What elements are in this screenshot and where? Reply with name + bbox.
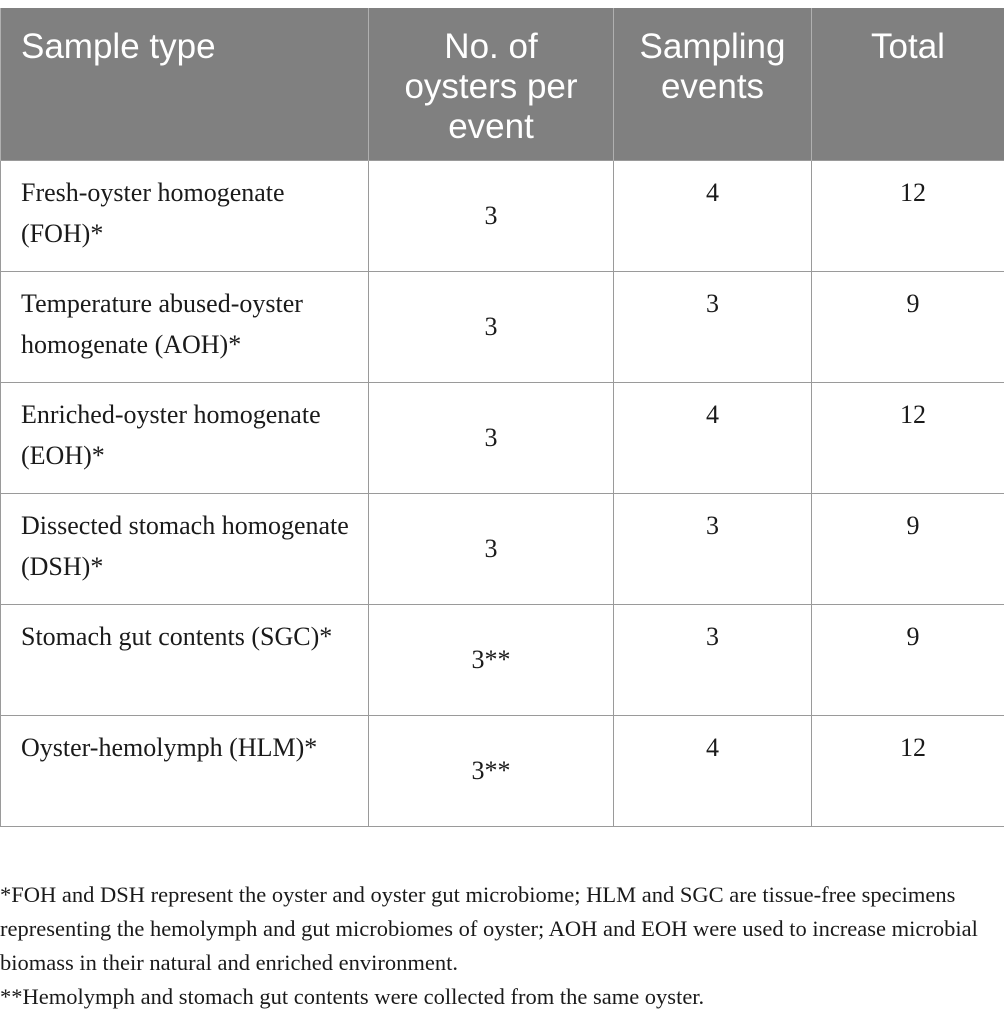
total-cell: 12 [812, 382, 1004, 493]
sampling-events-cell: 3 [614, 493, 812, 604]
header-sample-type: Sample type [1, 8, 369, 160]
table-footnotes [0, 878, 1004, 1014]
total-cell: 9 [812, 271, 1004, 382]
sample-type-cell: Stomach gut contents (SGC)* [1, 604, 369, 715]
sampling-events-cell: 4 [614, 382, 812, 493]
header-row [1, 8, 1004, 160]
table-row [1, 715, 1004, 826]
header-total: Total [812, 8, 1004, 160]
table-row [1, 604, 1004, 715]
sampling-events-cell: 3 [614, 604, 812, 715]
oysters-per-event-cell: 3** [369, 715, 614, 826]
footnote-abbreviations: *FOH and DSH represent the oyster and oyster gut microbiome; HLM and SGC are tissue-free specimens representing the hemolymph and gut microbiomes of oyster; AOH and EOH were used to increase microbial biomass in their natural and enriched environment. [0, 878, 1004, 980]
sample-type-cell: Oyster-hemolymph (HLM)* [1, 715, 369, 826]
oysters-per-event-cell: 3 [369, 493, 614, 604]
total-cell: 12 [812, 715, 1004, 826]
table-row [1, 493, 1004, 604]
table-row [1, 271, 1004, 382]
sampling-events-cell: 3 [614, 271, 812, 382]
table-row [1, 382, 1004, 493]
oysters-per-event-cell: 3 [369, 382, 614, 493]
sample-type-cell: Dissected stomach homogenate (DSH)* [1, 493, 369, 604]
sampling-events-cell: 4 [614, 160, 812, 271]
table-row [1, 160, 1004, 271]
sampling-events-cell: 4 [614, 715, 812, 826]
sample-type-cell: Enriched-oyster homogenate (EOH)* [1, 382, 369, 493]
total-cell: 9 [812, 604, 1004, 715]
header-sampling-events: Sampling events [614, 8, 812, 160]
sample-type-cell: Temperature abused-oyster homogenate (AOH)* [1, 271, 369, 382]
header-oysters-per-event: No. of oysters per event [369, 8, 614, 160]
samples-table [0, 8, 1004, 827]
sample-type-cell: Fresh-oyster homogenate (FOH)* [1, 160, 369, 271]
oysters-per-event-cell: 3 [369, 160, 614, 271]
oysters-per-event-cell: 3 [369, 271, 614, 382]
footnote-same-oyster: **Hemolymph and stomach gut contents were collected from the same oyster. [0, 980, 1004, 1014]
total-cell: 9 [812, 493, 1004, 604]
total-cell: 12 [812, 160, 1004, 271]
oysters-per-event-cell: 3** [369, 604, 614, 715]
